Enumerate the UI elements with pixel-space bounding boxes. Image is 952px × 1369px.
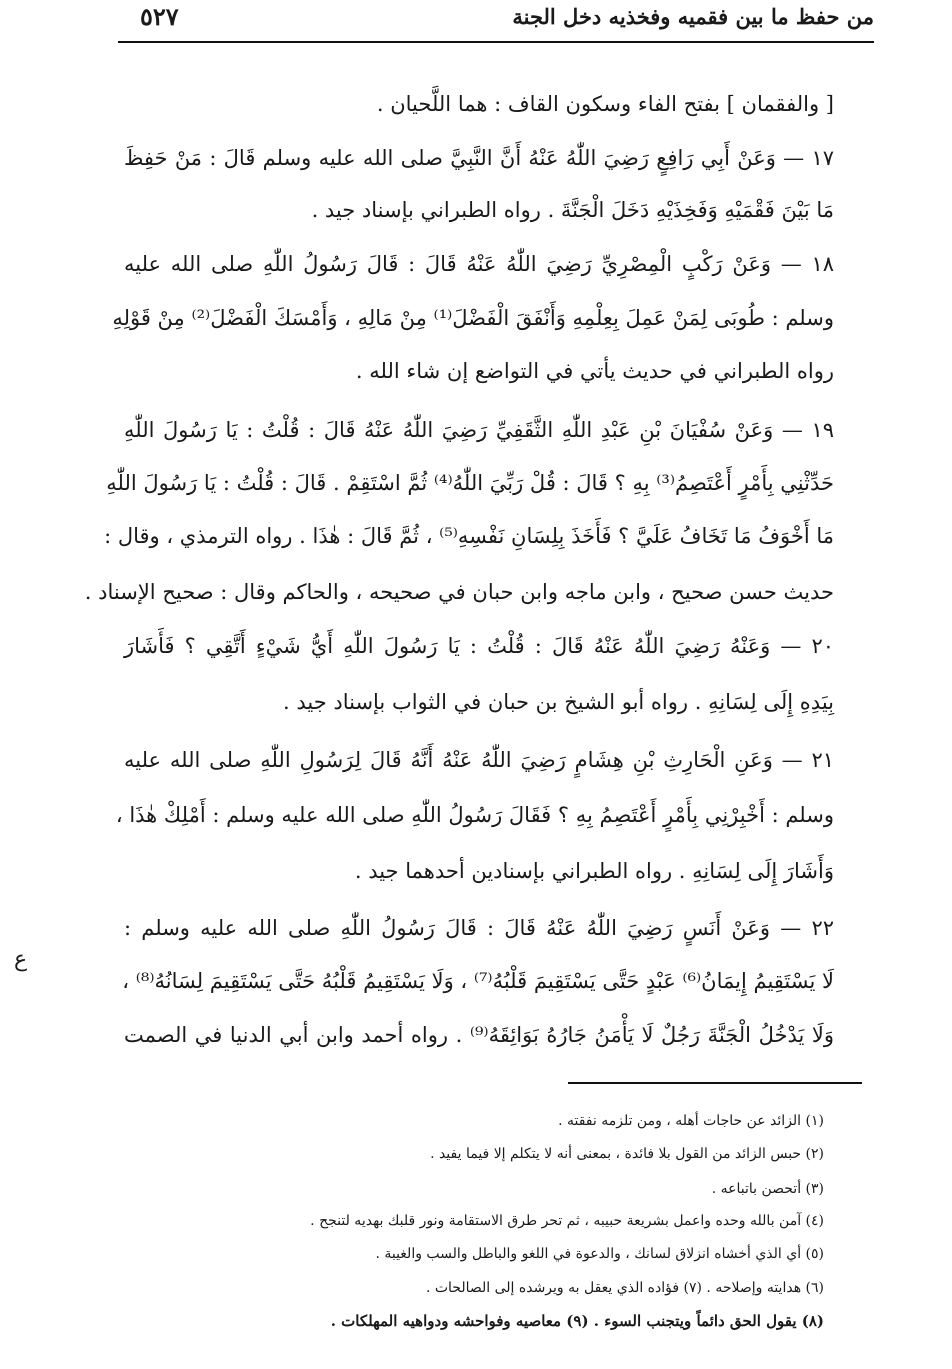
header-rule [118, 41, 874, 43]
footnote-rule [568, 1082, 862, 1084]
hadith-21-line: ٢١ — وَعَنِ الْحَارِثِ بْنِ هِشَامٍ رَضِيَ اللّٰهُ عَنْهُ أَنَّهُ قَالَ لِرَسُولِ اللّٰهِ صلى الله عليه [124, 748, 834, 772]
hadith-20-line: ٢٠ — وَعَنْهُ رَضِيَ اللّٰهُ عَنْهُ قَالَ : قُلْتُ : يَا رَسُولَ اللّٰهِ أَيُّ شَيْءٍ أَتَّقِي ؟ فَأَشَارَ [124, 634, 834, 658]
body-line: رواه الطبراني في حديث يأتي في التواضع إن شاء الله . [355, 359, 834, 383]
hadith-18-line: ١٨ — وَعَنْ رَكْبٍ الْمِصْرِيِّ رَضِيَ اللّٰهُ عَنْهُ قَالَ : قَالَ رَسُولُ اللّٰهِ صلى الله عليه [124, 252, 834, 276]
body-line: [ والفقمان ] بفتح الفاء وسكون القاف : هما اللَّحيان . [376, 92, 834, 116]
hadith-22-line: ٢٢ — وَعَنْ أَنَسٍ رَضِيَ اللّٰهُ عَنْهُ قَالَ : قَالَ رَسُولُ اللّٰهِ صلى الله عليه وسلم : [124, 916, 834, 940]
body-line: وَلَا يَدْخُلُ الْجَنَّةَ رَجُلٌ لَا يَأْمَنُ جَارُهُ بَوَائِقَهُ⁽⁹⁾ . رواه أحمد وابن أبي الدنيا في الصمت [124, 1023, 834, 1047]
body-line: حَدِّثْنِي بِأَمْرٍ أَعْتَصِمُ⁽³⁾ بِهِ ؟ قَالَ : قُلْ رَبِّيَ اللّٰهُ⁽⁴⁾ ثُمَّ اسْتَقِمْ . قَالَ : قُلْتُ : يَا رَسُولَ اللّٰهِ [106, 471, 834, 495]
body-line: حديث حسن صحيح ، وابن ماجه وابن حبان في صحيحه ، والحاكم وقال : صحيح الإسناد . [84, 580, 834, 604]
body-line: وسلم : أَخْبِرْنِي بِأَمْرٍ أَعْتَصِمُ بِهِ ؟ فَقَالَ رَسُولُ اللّٰهِ صلى الله عليه وسلم : أَمْلِكْ هٰذَا ، [115, 803, 834, 827]
footnote-2: (٢) حبس الزائد من القول بلا فائدة ، بمعنى أنه لا يتكلم إلا فيما يفيد . [430, 1146, 824, 1162]
body-line: مَا أَخْوَفُ مَا تَخَافُ عَلَيَّ ؟ فَأَخَذَ بِلِسَانِ نَفْسِهِ⁽⁵⁾ ، ثُمَّ قَالَ : هٰذَا . رواه الترمذي ، وقال : [104, 524, 834, 548]
footnote-6-7: (٦) هدايته وإصلاحه . (٧) فؤاده الذي يعقل به ويرشده إلى الصالحات . [425, 1280, 824, 1296]
body-line: وَأَشَارَ إِلَى لِسَانِهِ . رواه الطبراني بإسنادين أحدهما جيد . [354, 859, 834, 883]
body-line: بِيَدِهِ إِلَى لِسَانِهِ . رواه أبو الشيخ بن حبان في الثواب بإسناد جيد . [282, 690, 834, 714]
footnote-3: (٣) أتحصن باتباعه . [711, 1181, 824, 1197]
footnote-5: (٥) أي الذي أخشاه انزلاق لسانك ، والدعوة في اللغو والباطل والسب والغيبة . [375, 1246, 824, 1262]
margin-annotation: ع [14, 947, 28, 972]
footnote-1: (١) الزائد عن حاجات أهله ، ومن تلزمه نفقته . [558, 1113, 824, 1129]
hadith-17-line: ١٧ — وَعَنْ أَبِي رَافِعٍ رَضِيَ اللّٰهُ عَنْهُ أَنَّ النَّبِيَّ صلى الله عليه وسلم قَالَ : مَنْ حَفِظَ [124, 146, 834, 170]
body-line: لَا يَسْتَقِيمُ إِيمَانُ⁽⁶⁾ عَبْدٍ حَتَّى يَسْتَقِيمَ قَلْبُهُ⁽⁷⁾ ، وَلَا يَسْتَقِيمُ قَلْبُهُ حَتَّى يَسْتَقِيمَ لِسَانُهُ⁽⁸⁾ ، [122, 969, 834, 993]
hadith-19-line: ١٩ — وَعَنْ سُفْيَانَ بْنِ عَبْدِ اللّٰهِ الثَّقَفِيِّ رَضِيَ اللّٰهُ عَنْهُ قَالَ : قُلْتُ : يَا رَسُولَ اللّٰهِ [124, 418, 834, 442]
page-number: ٥٢٧ [140, 2, 179, 31]
running-title: من حفظ ما بين فقميه وفخذيه دخل الجنة [512, 4, 874, 29]
body-line: مَا بَيْنَ فَقْمَيْهِ وَفَخِذَيْهِ دَخَلَ الْجَنَّةَ . رواه الطبراني بإسناد جيد . [311, 198, 834, 222]
page-header [118, 0, 874, 40]
footnote-4: (٤) آمن بالله وحده واعمل بشريعة حبيبه ، ثم تحر طرق الاستقامة ونور قلبك بهديه لتنجح . [310, 1213, 824, 1229]
footnote-8-9: (٨) يقول الحق دائماً ويتجنب السوء . (٩) معاصيه وفواحشه ودواهيه المهلكات . [330, 1312, 824, 1330]
body-line: وسلم : طُوبَى لِمَنْ عَمِلَ بِعِلْمِهِ وَأَنْفَقَ الْفَضْلَ⁽¹⁾ مِنْ مَالِهِ ، وَأَمْسَكَ الْفَضْلَ⁽²⁾ مِنْ قَوْلِهِ [112, 306, 834, 330]
